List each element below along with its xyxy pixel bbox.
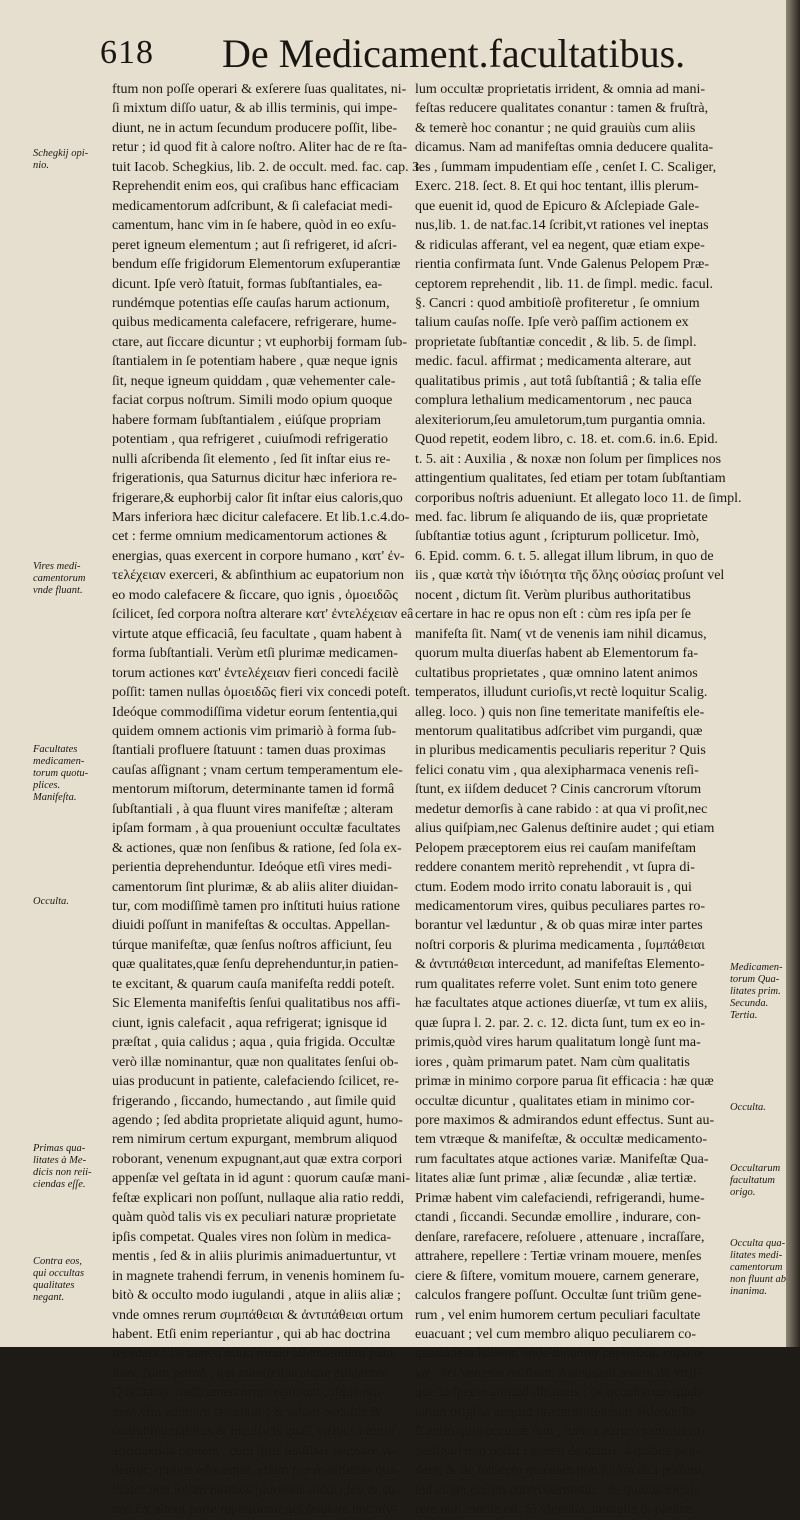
text-line: ciunt, ignis calefacit , aqua refrigerat; ignisque id xyxy=(112,1015,387,1031)
margin-note-contra-eos xyxy=(33,1256,84,1304)
text-line: nio. xyxy=(33,160,50,171)
text-line: mentorum qualitatibus adſcribet vim purgandi, quæ xyxy=(415,723,703,739)
text-line: Manifeſta. xyxy=(33,792,77,803)
text-line: in pluribus medicamentis peculiaris reperitur ? Quis xyxy=(415,743,706,759)
text-line: talium cauſas noſſe. Ipſe verò paſſim actionem ex xyxy=(415,315,689,331)
text-line: Occulta. xyxy=(33,896,69,907)
text-line: t. 5. ait : Auxilia , & noxæ non ſolum per ſimplices nos xyxy=(415,451,722,467)
text-line: virtute atque efficaciâ, ſeu facultate , quam habent à xyxy=(112,626,402,642)
binding-gutter xyxy=(786,0,800,1347)
text-line: & ἀντιπάθειαι intercedunt, ad manifeſtas Elemento- xyxy=(415,957,705,973)
text-line: alleg. loco. ) quis non ſine temeritate manifeſtis ele- xyxy=(415,704,705,720)
text-line: hæ facultates atque actiones diuerſæ, vt tum ex aliis, xyxy=(415,996,708,1012)
text-line: ſed etiam paſſim controuertuntur , de quibus inqui- xyxy=(415,1482,699,1498)
text-line: dicunt. Ipſe verò ſtatuit, formas ſubſtantiales, ea- xyxy=(112,276,383,292)
text-line: occultæ dicuntur , qualitates etiam in minimo cor- xyxy=(415,1093,695,1109)
text-line: pore maximos & admirandos edunt effectus. Sunt au- xyxy=(415,1113,715,1129)
text-line: ſcilicet, ſed corpora noſtra alterare κατ' ἐντελέχειαν eâ xyxy=(112,607,414,623)
margin-note-occulta xyxy=(33,896,69,908)
text-line: ceptorem reprehendit , lib. 11. de ſimpl. medic. facul. xyxy=(415,276,714,292)
text-line: tes , ſummam impudentiam eſſe , cenſet I. C. Scaliger, xyxy=(415,159,717,175)
text-line: nus,lib. 1. de nat.fac.14 ſcribit,vt rationes vel ineptas xyxy=(415,218,709,234)
text-line: energias, quas exercent in corpore humano , κατ' ἐν- xyxy=(112,548,405,564)
text-line: eo modo calefacere & ſiccare, quo ignis , ὁμοειδῶς xyxy=(112,587,398,603)
text-line: litates aliæ ſunt primæ , aliæ ſecundæ , aliæ tertiæ. xyxy=(415,1171,697,1187)
text-line: dicis non reii- xyxy=(33,1167,92,1178)
text-line: medicamentorum adſcribunt, & ſi calefaciat medi- xyxy=(112,198,393,214)
text-line: rari.Ex altera parte reperiuntur,qui ſalutare hoc aſy- xyxy=(112,1502,398,1518)
text-line: mentorum miſtorum, determinante tamen id formâ xyxy=(112,782,395,798)
text-line: alius quiſpiam,nec Galenus deſtinire audet ; qui etiam xyxy=(415,821,715,837)
text-line: Occultarum xyxy=(730,1163,781,1174)
text-line: certare in hac re opus non eſt : cùm res ipſa per ſe xyxy=(415,607,691,623)
text-line: Primas qua- xyxy=(33,1143,86,1154)
text-line: ueſtigari non poſſit : tamen de cauſis, à quibus pen- xyxy=(415,1443,700,1459)
text-line: attrahere, repellere : Tertiæ vrinam mouere, menſes xyxy=(415,1249,702,1265)
text-line: alexiteriorum,ſeu amuletorum,tum purgantia omnia. xyxy=(415,412,706,428)
text-line: frigerare,& euphorbij calor ſit inſtar eius caloris,quo xyxy=(112,490,403,506)
text-line: quidem omnem actionis vim primariò à forma ſub- xyxy=(112,723,397,739)
text-line: Sic Elementa manifeſtis ſenſui qualitatibus nos affi- xyxy=(112,996,401,1012)
margin-note-primas-qualitates xyxy=(33,1143,92,1191)
text-line: Secunda. xyxy=(730,998,769,1009)
text-line: que in ſpecie aliquid dicamus : de occultarum quali- xyxy=(415,1385,706,1401)
text-line: Schegkij opi- xyxy=(33,148,89,159)
text-line: uias producunt in patiente, calefaciendo ſcilicet, re- xyxy=(112,1074,399,1090)
text-line: habent. Etſi enim reperiantur , qui ab hac doctrina xyxy=(112,1327,391,1342)
text-line: torum Qua- xyxy=(730,974,780,985)
text-line: qualitatibus primis , aut totâ ſubſtantiâ ; & talia eſſe xyxy=(415,373,702,389)
text-line: litates prim. xyxy=(730,986,781,997)
text-line: §. Cancri : quod ambitioſè profiteretur , ſe omnium xyxy=(415,295,700,311)
text-line: camentorum xyxy=(33,573,86,584)
text-line: feſtas reducere qualitates conantur : tamen & fruſtrà, xyxy=(415,101,709,117)
text-line: quibus medicamenta calefacere, refrigerare, hume- xyxy=(112,315,397,331)
text-line: dicamus. Nam ad manifeſtas omnia deducere qualita- xyxy=(415,140,714,156)
text-line: camentum, hanc vim in ſe habere, quòd in eo exſu- xyxy=(112,218,397,234)
text-line: ciendas eſſe. xyxy=(33,1179,86,1190)
text-line: medetur demorſis à cane rabido : at qua vi proſit,nec xyxy=(415,801,708,817)
margin-note-occultae-qualitates xyxy=(730,1238,786,1298)
text-line: dentur; quibus edocemur, etiam per manifeſtas qua- xyxy=(112,1463,401,1479)
text-line: túrque manifeſtæ, quæ ſenſus noſtros afficiunt, ſeu xyxy=(112,937,392,953)
text-line: rum qualitates referre volet. Sunt enim toto genere xyxy=(415,976,698,992)
text-line: τελέχειαν exerceri, & abſinthium ac eupatorium non xyxy=(112,568,405,584)
text-line: origo. xyxy=(730,1187,756,1198)
text-line: felici conatu vim , qua alexipharmaca venenis reſi- xyxy=(415,762,699,778)
text-line: nulli aſcribenda ſit elemento , ſed ſit inſtar eius re- xyxy=(112,451,391,467)
text-line: diuidi poſſunt in manifeſtas & occultas. Appellan- xyxy=(112,918,391,934)
text-line: noſtri corporis & plurima medicamenta , ſυμπάθειαι xyxy=(415,937,705,953)
running-header xyxy=(0,22,790,76)
text-line: roborant, venenum expugnant,aut quæ extra corpori xyxy=(112,1151,403,1167)
text-line: nem vim adimere conantur , & ſolùm occultis & xyxy=(112,1404,382,1420)
text-line: frigerationis, qua Saturnus dicitur hæc inferiora re- xyxy=(112,471,397,487)
text-line: ftum non poſſe operari & exſerere ſuas qualitates, ni- xyxy=(112,82,407,97)
text-line: facultatum xyxy=(730,1175,775,1186)
text-line: ſubſtantiali , à qua fluunt vires manifeſtæ ; alteram xyxy=(112,801,394,817)
text-line: Medicamen- xyxy=(730,962,783,973)
text-line: ſtunt, ex iiſdem deducet ? Cinis cancrorum vſtorum xyxy=(415,782,702,798)
text-line: tur, com modiſſimè tamen pro inſtituti huius ratione xyxy=(112,899,400,915)
text-line: rum , vel enim humorem certum peculiari facultate xyxy=(415,1307,701,1323)
text-line: gnationem habent, vnde dicuntur cephalica, καρδια- xyxy=(415,1346,707,1362)
text-line: vnde fluant. xyxy=(33,585,83,596)
text-line: quorum multa diuerſas habent ab Elementorum fa- xyxy=(415,646,699,662)
text-line: primis,quòd vires harum qualitatum longè ſunt ma- xyxy=(415,1035,701,1051)
text-line: torum actiones κατ' ἐντελέχειαν fieri concedi facilè xyxy=(112,665,399,681)
text-line: qui occultas xyxy=(33,1268,85,1279)
text-line: dent, & de ſubiecto quædam non ſolùm dici poſſunt, xyxy=(415,1463,706,1479)
text-line: ipſam formam , à qua proueniunt occultæ facultates xyxy=(112,821,401,837)
text-line: temperatos, illudunt curioſis,vt rectè loquitur Scalig. xyxy=(415,685,708,701)
text-line: primæ in minimo corpore parua ſit efficacia : hæ quæ xyxy=(415,1074,714,1090)
text-line: retur ; id quod fit à calore noſtro. Aliter hac de re ſta- xyxy=(112,140,408,156)
text-line: Qualitates medicamentorum reiiciunt , iſque om- xyxy=(112,1385,385,1401)
text-line: præſtat , quia calidus ; aqua , quia frigida. Occultæ xyxy=(112,1035,396,1051)
text-line: habere formam ſubſtantialem , eiúſque propriam xyxy=(112,412,382,428)
text-line: Pelopem præceptorem eius rei cauſam manifeſtam xyxy=(415,840,697,856)
text-line: conſubſtantialibus & ſpecificis quaſi viribus omnia xyxy=(112,1424,394,1440)
text-line: & ridiculas afferant, vel ea negent, quæ etiam expe- xyxy=(415,237,705,253)
text-line: medicamentorum vires, quibus peculiares partes ro- xyxy=(415,899,706,915)
text-line: Reprehendit enim eos, qui craſibus hanc efficaciam xyxy=(112,179,400,195)
text-line: 6. Epid. comm. 6. t. 5. allegat illum librum, in quo de xyxy=(415,548,714,564)
text-line: Ideóque commodiſſima videtur eorum ſententia,qui xyxy=(112,704,398,720)
text-line: diunt, ne in actum ſecundum producere poſſit, libe- xyxy=(112,120,397,136)
text-line: Tertia. xyxy=(730,1010,758,1021)
text-line: bendum eſſe frigidorum Elementorum exſuperantiæ xyxy=(112,257,401,273)
text-line: Facultates xyxy=(33,744,78,755)
text-line: potentiam , qua refrigeret , cuiuſmodi refrigeratio xyxy=(112,432,389,448)
margin-note-schegkius xyxy=(33,148,88,172)
text-line: med. fac. librum ſe aliquando de iis, quæ proprietate xyxy=(415,509,708,525)
text-line: cultatibus proprietates , quæ omnino latent animos xyxy=(415,665,698,681)
text-line: ſi enim quia occultæ ſunt , natura earum penitius in- xyxy=(415,1424,706,1440)
text-line: plices. xyxy=(33,780,61,791)
text-line: attingentium qualitates, ſed etiam per totam ſubſtantiam xyxy=(415,471,726,487)
text-line: corporibus noſtris adueniunt. Et allegato loco 11. de ſimpl. xyxy=(415,490,742,506)
text-line: calculos frangere poſſunt. Occultæ ſunt triũm gene- xyxy=(415,1288,702,1304)
text-line: agendo ; ſed abdita proprietate aliquid agunt, humo- xyxy=(112,1113,403,1129)
text-line: lum occultæ proprietatis irrident, & omnia ad mani- xyxy=(415,82,706,97)
text-line: Vires medi- xyxy=(33,561,81,572)
text-line: Mars inferiora hæc dicitur calefacere. Et lib.1.c.4.do- xyxy=(112,509,410,525)
text-column-right xyxy=(415,80,742,1520)
text-line: quæ ſupra l. 2. par. 2. c. 12. dicta ſunt, tum ex eo in- xyxy=(415,1015,706,1031)
text-line: litates à Me- xyxy=(33,1155,87,1166)
text-line: quàm quòd talis vis ex peculiari naturæ proprietate xyxy=(112,1210,397,1226)
text-line: perientia deprehenduntur. Ideóque etſi vires medi- xyxy=(112,860,392,876)
text-line: Quod repetit, eodem libro, c. 18. et. com.6. in.6. Epid. xyxy=(415,432,718,448)
text-line: ſit, neque igneum quiddam , quæ vehementer cale- xyxy=(112,373,396,389)
text-line: euacuant ; vel cum membro aliquo peculiarem co- xyxy=(415,1327,697,1342)
text-line: medicamen- xyxy=(33,756,85,767)
text-line: recedant : iis tamen nullo modo aſſentiendum puta- xyxy=(112,1346,398,1362)
text-line: vnde omnes rerum συμπάθειαι & ἀντιπάθειαι ortum xyxy=(112,1307,404,1323)
margin-note-medicamentorum-qualitates xyxy=(730,962,782,1022)
text-line: frigerando , ſiccando, humectando , aut ſimile quid xyxy=(112,1093,396,1109)
text-line: κά ; vel venenis reſiſtunt. Antequam autem de vtriſ- xyxy=(415,1365,702,1381)
text-line: iis , quæ κατὰ τὴν ἰδιότητα τῆς ὅλης οὐσίας proſunt vel xyxy=(415,568,725,584)
margin-note-occultarum-origo xyxy=(730,1163,780,1199)
text-line: Exerc. 218. ſect. 8. Et qui hoc tentant, illis plerum- xyxy=(415,179,699,195)
text-line: tuit Iacob. Schegkius, lib. 2. de occult. med. fac. cap. 3. xyxy=(112,159,423,175)
text-line: litates medi- xyxy=(730,1250,783,1261)
text-line: poſſit: tamen nullas ὁμοειδῶς fieri vix concedi poteſt. xyxy=(112,685,411,701)
text-line: torum quotu- xyxy=(33,768,89,779)
text-line: ciere & ſiſtere, vomitum mouere, carnem generare, xyxy=(415,1268,700,1284)
text-line: complura lethalium medicamentorum , nec pauca xyxy=(415,393,692,409)
text-line: quæ qualitates,quæ ſenſu deprehenduntur,in patien- xyxy=(112,957,399,973)
text-line: mus. Nam primò , qui manifeſtas atque euidentes xyxy=(112,1365,387,1381)
text-line: attribuenda cenſent , cum ipſis ſenſibus pugnare vi- xyxy=(112,1443,397,1459)
running-title: De Medicament.facultatibus. xyxy=(222,31,686,76)
text-line: ctare, aut ſiccare dicuntur ; vt euphorbij formam ſub- xyxy=(112,334,408,350)
text-line: tatum origine aliquid prætermittendum videtur. Et- xyxy=(415,1404,699,1420)
text-line: rum facultates atque actiones variæ. Manifeſtæ Qua- xyxy=(415,1151,709,1167)
text-line: litates non ſolùm morbos plurimos induci,ſed & cu- xyxy=(112,1482,400,1498)
text-line: ſi mixtum diſſo uatur, & ab illis terminis, qui impe- xyxy=(112,101,398,117)
text-line: te excitant, & quarum cauſa manifeſta reddi poteſt. xyxy=(112,976,395,992)
text-line: ſtantialem in ſe potentiam habere , quæ neque ignis xyxy=(112,354,398,370)
text-line: faciat corpus noſtrum. Simili modo opium quoque xyxy=(112,393,393,409)
text-line: appenſæ vel geſtata in id agunt : quorum cauſæ mani- xyxy=(112,1171,411,1187)
text-line: rientia confirmata ſunt. Vnde Galenus Pelopem Præ- xyxy=(415,257,710,273)
margin-note-vires xyxy=(33,561,86,597)
text-line: rundémque potentias eſſe cauſas harum actionum, xyxy=(112,295,390,311)
text-line: ſubſtantiæ totius agunt , ſcripturum pollicetur. Imò, xyxy=(415,529,700,545)
text-line: manifeſta ſit. Nam( vt de venenis iam nihil dicamus, xyxy=(415,626,707,642)
text-line: qualitates xyxy=(33,1280,75,1291)
text-line: camentorum xyxy=(730,1262,783,1273)
text-line: ipſis competat. Quales vires non ſolùm in medica- xyxy=(112,1229,392,1245)
text-line: bitò & occulto modo iugulandi , atque in aliis aliæ ; xyxy=(112,1288,401,1304)
text-line: Occulta. xyxy=(730,1102,766,1113)
text-line: in magnete trahendi ferrum, in venenis hominem ſu- xyxy=(112,1268,405,1284)
text-line: camentorum ſint plurimæ, & ab aliis aliter diuidan- xyxy=(112,879,399,895)
text-line: cauſas aſſignant ; vnam certum temperamentum ele- xyxy=(112,762,403,778)
text-line: proprietate ſubſtantiæ concedit , & lib. 5. de ſimpl. xyxy=(415,334,697,350)
text-line: verò illæ nominantur, quæ non qualitates ſenſui ob- xyxy=(112,1054,399,1070)
text-line: denſare, rarefacere, reſoluere , attenuare , incraſſare, xyxy=(415,1229,705,1245)
text-line: tem vtræque & manifeſtæ, & occultæ medicamento- xyxy=(415,1132,707,1148)
margin-note-occulta-right xyxy=(730,1102,766,1114)
text-line: mentis , ſed & in aliis plurimis animaduertuntur, vt xyxy=(112,1249,397,1265)
text-line: borantur vel læduntur , & ob quas miræ inter partes xyxy=(415,918,703,934)
text-line: negant. xyxy=(33,1292,65,1303)
text-line: Primæ habent vim calefaciendi, refrigerandi, hume- xyxy=(415,1190,705,1206)
text-line: que euenit id, quod de Epicuro & Aſclepiade Gale- xyxy=(415,198,700,214)
text-line: Occulta qua- xyxy=(730,1238,786,1249)
text-line: reddere conantem meritò reprehendit , vt ſupra di- xyxy=(415,860,695,876)
text-line: & actiones, quæ non ſenſibus & ratione, ſed ſola ex- xyxy=(112,840,402,856)
text-column-left xyxy=(112,80,423,1520)
text-line: ſtantiali profluere ſtatuunt : tamen duas proximas xyxy=(112,743,386,759)
text-line: inanima. xyxy=(730,1286,768,1297)
text-line: ctum. Eodem modo irrito conatu laborauit is , qui xyxy=(415,879,692,895)
text-line: nocent , dictum ſit. Verùm pluribus authoritatibus xyxy=(415,587,691,603)
text-line: peret igneum elementum ; aut ſi refrigeret, id aſcri- xyxy=(112,237,397,253)
text-line: non fluunt ab xyxy=(730,1274,787,1285)
page-number: 618 xyxy=(100,34,154,71)
margin-note-facultates xyxy=(33,744,88,804)
text-line: ctandi , ſiccandi. Secundæ emollire , indurare, con- xyxy=(415,1210,701,1226)
text-line: cet : ferme omnium medicamentorum actiones & xyxy=(112,529,388,545)
text-line: forma ſubſtantiali. Verùm etſi plurimæ medicamen- xyxy=(112,646,398,662)
text-line: rere non inutile eſt. Si viuentia animalia & plantæ xyxy=(415,1502,693,1518)
text-line: feſtæ explicari non poſſunt, nullaque alia ratio reddi, xyxy=(112,1190,404,1206)
text-line: medic. facul. affirmat ; medicamenta alterare, aut xyxy=(415,354,692,370)
text-line: Contra eos, xyxy=(33,1256,83,1267)
text-line: & temerè hoc conantur ; ne quid grauiùs cum aliis xyxy=(415,120,696,136)
text-line: iores , quàm primarum patet. Nam cùm qualitatis xyxy=(415,1054,690,1070)
text-line: rem nimirum certum expurgant, membrum aliquod xyxy=(112,1132,398,1148)
